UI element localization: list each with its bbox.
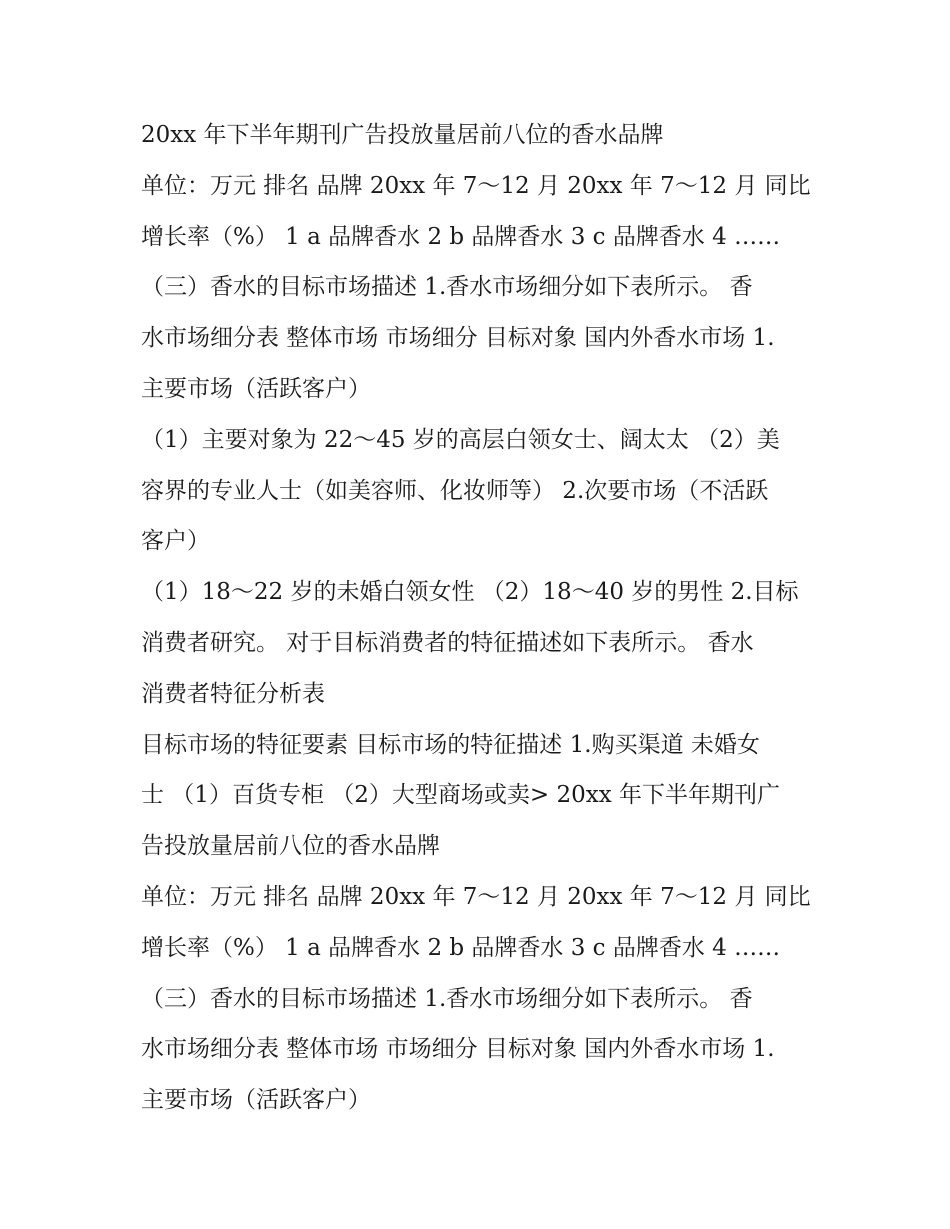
text-line: （1）18～22 岁的未婚白领女性 （2）18～40 岁的男性 2.目标	[141, 579, 799, 606]
text-line: 增长率（%） 1 a 品牌香水 2 b 品牌香水 3 c 品牌香水 4 ……	[141, 223, 781, 250]
text-line: 增长率（%） 1 a 品牌香水 2 b 品牌香水 3 c 品牌香水 4 ……	[141, 934, 781, 961]
text-line: （三）香水的目标市场描述 1.香水市场细分如下表所示。 香	[141, 985, 753, 1012]
text-line: 客户）	[141, 528, 210, 555]
text-line: 容界的专业人士（如美容师、化妆师等） 2.次要市场（不活跃	[141, 477, 769, 504]
text-line: 20xx 年下半年期刊广告投放量居前八位的香水品牌	[141, 122, 664, 148]
body-text	[141, 110, 831, 1126]
text-line: 单位：万元 排名 品牌 20xx 年 7～12 月 20xx 年 7～12 月 同比	[141, 883, 811, 910]
text-line: 消费者研究。 对于目标消费者的特征描述如下表所示。 香水	[141, 629, 754, 656]
text-line: 消费者特征分析表	[141, 680, 325, 707]
text-line: 主要市场（活跃客户）	[141, 375, 371, 402]
text-line: 单位：万元 排名 品牌 20xx 年 7～12 月 20xx 年 7～12 月 同比	[141, 172, 811, 199]
text-line: 目标市场的特征要素 目标市场的特征描述 1.购买渠道 未婚女	[141, 731, 760, 758]
text-line: 主要市场（活跃客户）	[141, 1087, 371, 1114]
text-line: 告投放量居前八位的香水品牌	[141, 833, 440, 860]
text-line: 士 （1）百货专柜 （2）大型商场或卖> 20xx 年下半年期刊广	[141, 782, 780, 809]
text-line: （1）主要对象为 22～45 岁的高层白领女士、阔太太 （2）美	[141, 426, 780, 453]
text-line: （三）香水的目标市场描述 1.香水市场细分如下表所示。 香	[141, 274, 753, 301]
text-line: 水市场细分表 整体市场 市场细分 目标对象 国内外香水市场 1.	[141, 1036, 775, 1063]
text-line: 水市场细分表 整体市场 市场细分 目标对象 国内外香水市场 1.	[141, 325, 775, 352]
